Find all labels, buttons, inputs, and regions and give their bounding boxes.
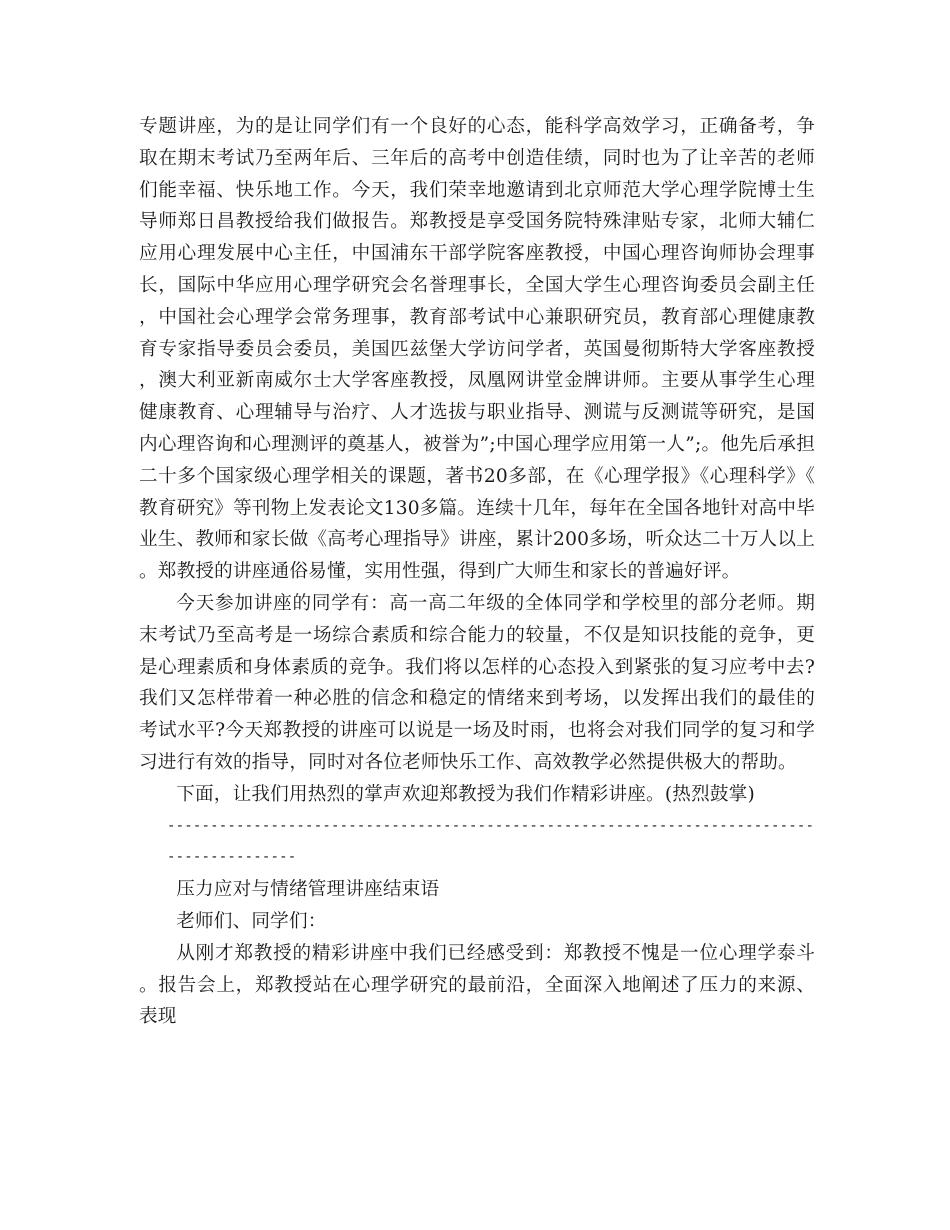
intro-paragraph-continued: 专题讲座，为的是让同学们有一个良好的心态，能科学高效学习，正确备考，争取在期末考试乃至两年后、三年后的高考中创造佳绩，同时也为了让辛苦的老师们能幸福、快乐地工作。今天，我们荣幸地邀请到北京师范大学心理学院博士生导师郑日昌教授给我们做报告。郑教授是享受国务院特殊津贴专家，北师大辅仁应用心理发展中心主任，中国浦东干部学院客座教授，中国心理咨询师协会理事长，国际中华应用心理学研究会名誉理事长，全国大学生心理咨询委员会副主任，中国社会心理学会常务理事，教育部考试中心兼职研究员，教育部心理健康教育专家指导委员会委员，美国匹兹堡大学访问学者，英国曼彻斯特大学客座教授，澳大利亚新南威尔士大学客座教授，凤凰网讲堂金牌讲师。主要从事学生心理健康教育、心理辅导与治疗、人才选拔与职业指导、测谎与反测谎等研究，是国内心理咨询和心理测评的奠基人，被誉为”;中国心理学应用第一人”;。他先后承担二十多个国家级心理学相关的课题，著书20多部，在《心理学报》《心理科学》《教育研究》等刊物上发表论文130多篇。连续十几年，每年在全国各地针对高中毕业生、教师和家长做《高考心理指导》讲座，累计200多场，听众达二十万人以上。郑教授的讲座通俗易懂，实用性强，得到广大师生和家长的普遍好评。 [139,116,815,583]
attendees-paragraph: 今天参加讲座的同学有：高一高二年级的全体同学和学校里的部分老师。期末考试乃至高考是一场综合素质和综合能力的较量，不仅是知识技能的竞争，更是心理素质和身体素质的竞争。我们将以怎样的心态投入到紧张的复习应考中去?我们又怎样带着一种必胜的信念和稳定的情绪来到考场，以发挥出我们的最佳的考试水平?今天郑教授的讲座可以说是一场及时雨，也将会对我们同学的复习和学习进行有效的指导，同时对各位老师快乐工作、高效教学必然提供极大的帮助。 [139,592,815,773]
closing-title: 压力应对与情绪管理讲座结束语 [176,879,440,901]
salutation: 老师们、同学们： [176,910,327,932]
section-separator: ------------------------------------------------------------------------------------------ [167,817,815,866]
document-body [139,111,815,1033]
closing-paragraph: 从刚才郑教授的精彩讲座中我们已经感受到：郑教授不愧是一位心理学泰斗。报告会上，郑教授站在心理学研究的最前沿，全面深入地阐述了压力的来源、表现 [139,942,815,1028]
welcome-paragraph: 下面，让我们用热烈的掌声欢迎郑教授为我们作精彩讲座。(热烈鼓掌) [176,783,755,805]
